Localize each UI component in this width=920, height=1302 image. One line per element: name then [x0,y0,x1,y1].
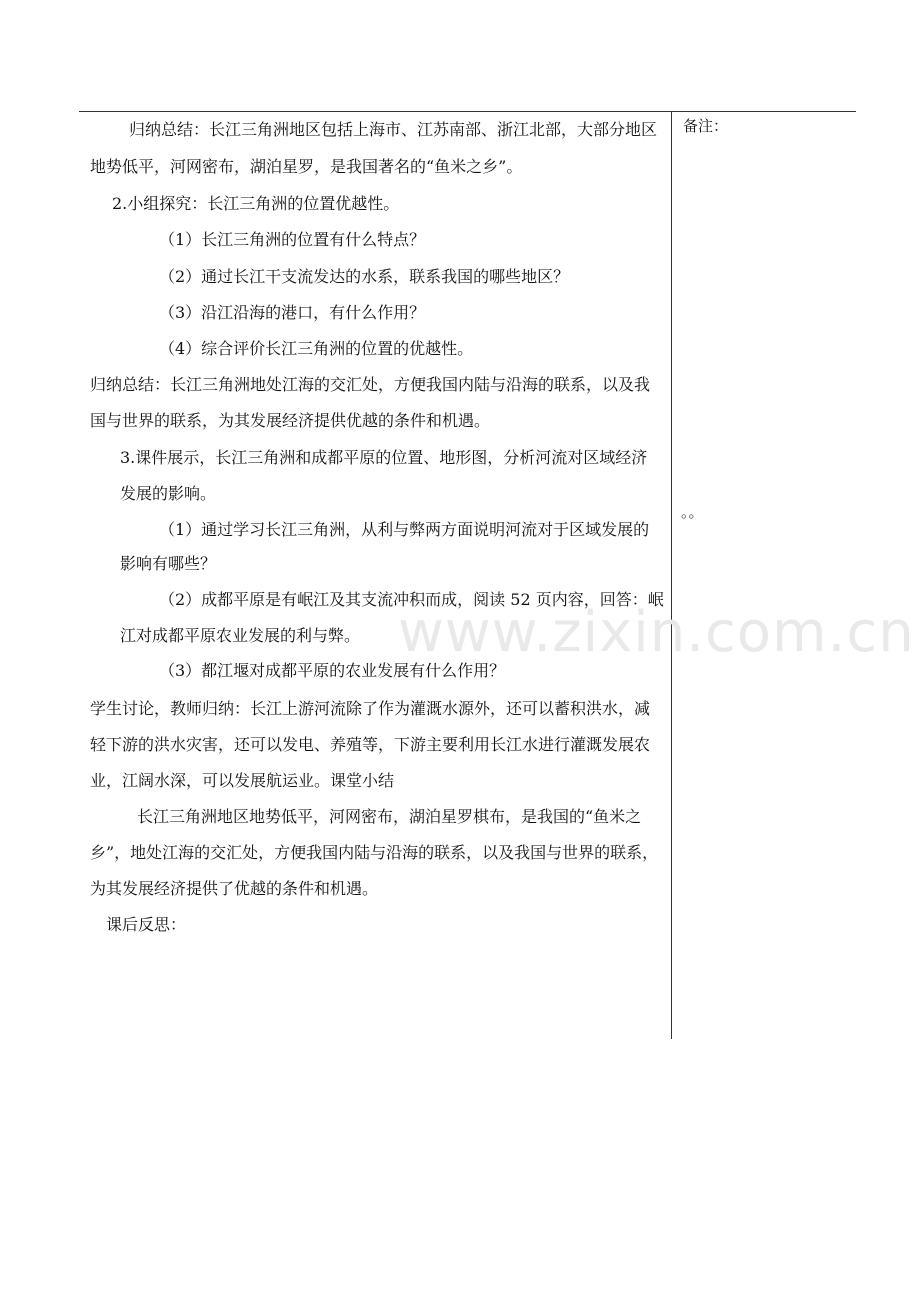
discussion-line-3: 业，江阔水深，可以发展航运业。课堂小结 [90,771,395,790]
question-4: （4）综合评价长江三角洲的位置的优越性。 [159,339,474,358]
sub-question-2-line-1: （2）成都平原是有岷江及其支流冲积而成，阅读 52 页内容，回答：岷 [159,590,664,609]
table-top-rule [79,111,856,112]
sub-question-1-line-2: 影响有哪些？ [120,554,217,573]
watermark-text: www.zixin.com.cn [398,600,915,665]
summary-line-1: 归纳总结：长江三角洲地区包括上海市、江苏南部、浙江北部，大部分地区 [129,120,658,139]
sub-question-3: （3）都江堰对成都平原的农业发展有什么作用？ [159,661,506,680]
courseware-heading-line-2: 发展的影响。 [120,484,217,503]
sub-question-2-line-2: 江对成都平原农业发展的利与弊。 [120,626,361,645]
summary-line-2: 地势低平，河网密布，湖泊星罗，是我国著名的“鱼米之乡”。 [90,157,523,176]
class-summary-line-1: 长江三角洲地区地势低平，河网密布，湖泊星罗棋布，是我国的“鱼米之 [137,807,642,826]
class-summary-line-3: 为其发展经济提供了优越的条件和机遇。 [90,879,379,898]
discussion-line-2: 轻下游的洪水灾害，还可以发电、养殖等，下游主要利用长江水进行灌溉发展农 [90,735,651,754]
group-inquiry-heading: 2.小组探究：长江三角洲的位置优越性。 [112,194,400,213]
notes-dots: 。。 [681,503,704,521]
courseware-heading-line-1: 3.课件展示，长江三角洲和成都平原的位置、地形图，分析河流对区域经济 [120,448,648,467]
discussion-line-1: 学生讨论，教师归纳：长江上游河流除了作为灌溉水源外，还可以蓄积洪水，减 [90,699,651,718]
table-column-divider [671,111,672,1039]
question-2: （2）通过长江干支流发达的水系，联系我国的哪些地区？ [159,267,570,286]
summary-2-line-2: 国与世界的联系，为其发展经济提供优越的条件和机遇。 [90,411,491,430]
class-summary-line-2: 乡”，地处江海的交汇处，方便我国内陆与沿海的联系，以及我国与世界的联系， [90,843,659,862]
summary-2-line-1: 归纳总结：长江三角洲地处江海的交汇处，方便我国内陆与沿海的联系，以及我 [90,375,651,394]
reflection-label: 课后反思： [106,915,187,934]
question-1: （1）长江三角洲的位置有什么特点？ [159,230,426,249]
sub-question-1-line-1: （1）通过学习长江三角洲，从利与弊两方面说明河流对于区域发展的 [159,520,650,539]
question-3: （3）沿江沿海的港口，有什么作用？ [159,303,426,322]
notes-label: 备注： [683,117,729,135]
